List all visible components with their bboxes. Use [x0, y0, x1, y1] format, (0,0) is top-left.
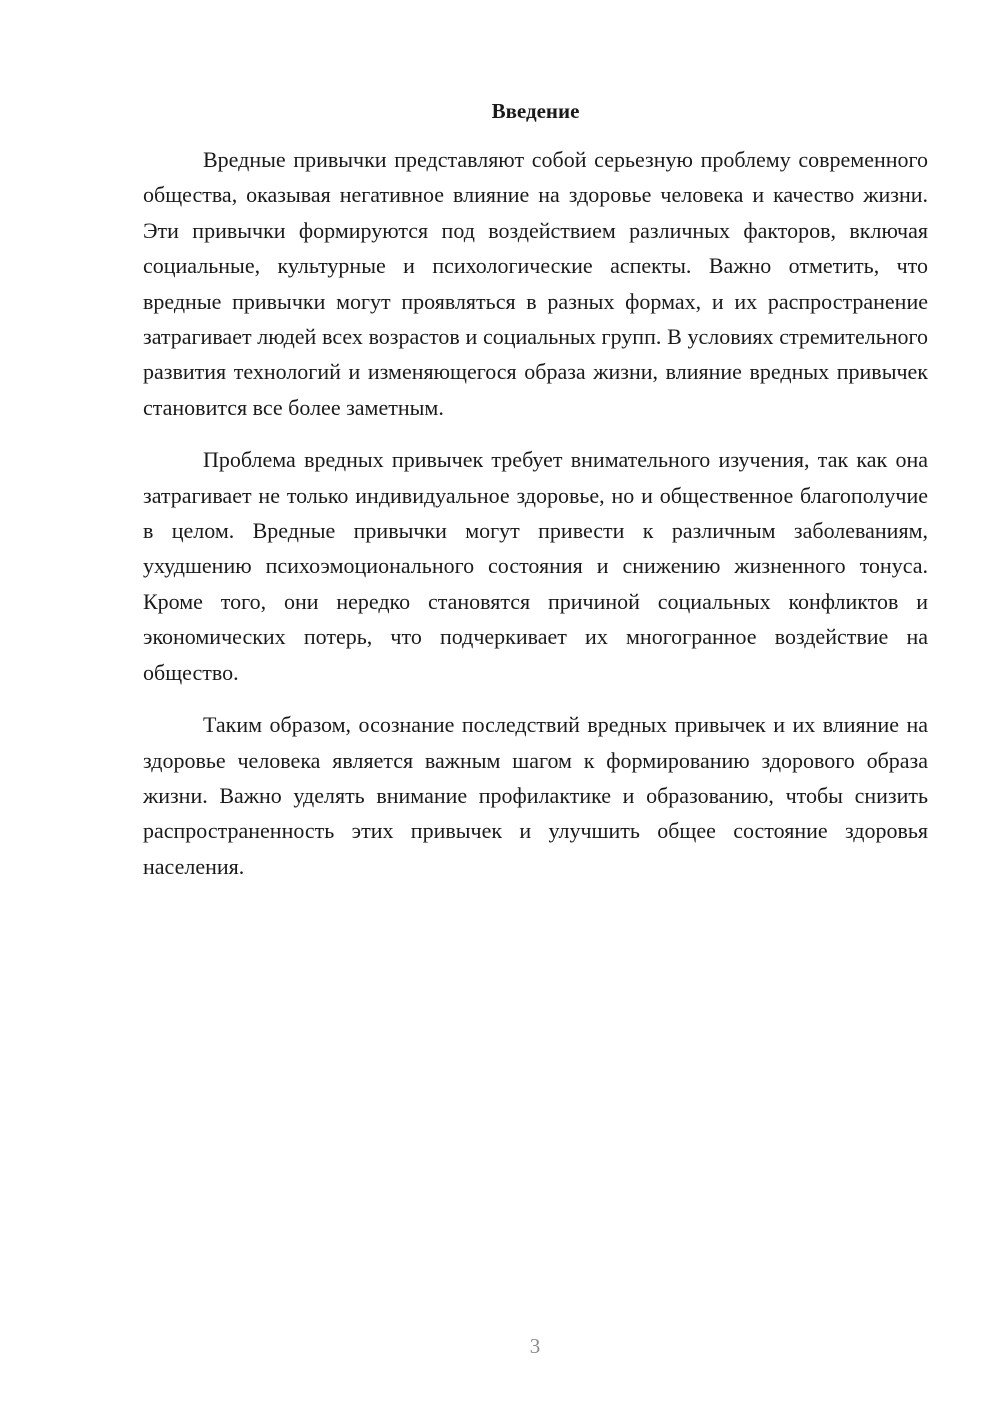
paragraph-2: Проблема вредных привычек требует внимательного изучения, так как она затрагивает не только индивидуальное здоровье, но и общественное благополучие в целом. Вредные привычки могут привести к различным заболеваниям, ухудшению психоэмоционального состояния и снижению жизненного тонуса. Кроме того, они нередко становятся причиной социальных конфликтов и экономических потерь, что подчеркивает их многогранное воздействие на общество. [143, 447, 928, 685]
paragraph-1: Вредные привычки представляют собой серьезную проблему современного общества, оказывая негативное влияние на здоровье человека и качество жизни. Эти привычки формируются под воздействием различных факторов, включая социальные, культурные и психологические аспекты. Важно отметить, что вредные привычки могут проявляться в разных формах, и их распространение затрагивает людей всех возрастов и социальных групп. В условиях стремительного развития технологий и изменяющегося образа жизни, влияние вредных привычек становится все более заметным. [143, 147, 928, 420]
section-title: Введение [491, 99, 580, 123]
page-number: 3 [529, 1334, 541, 1358]
paragraph-3: Таким образом, осознание последствий вредных привычек и их влияние на здоровье человека является важным шагом к формированию здорового образа жизни. Важно уделять внимание профилактике и образованию, чтобы снизить распространенность этих привычек и улучшить общее состояние здоровья населения. [143, 712, 928, 879]
page-content [143, 96, 928, 884]
